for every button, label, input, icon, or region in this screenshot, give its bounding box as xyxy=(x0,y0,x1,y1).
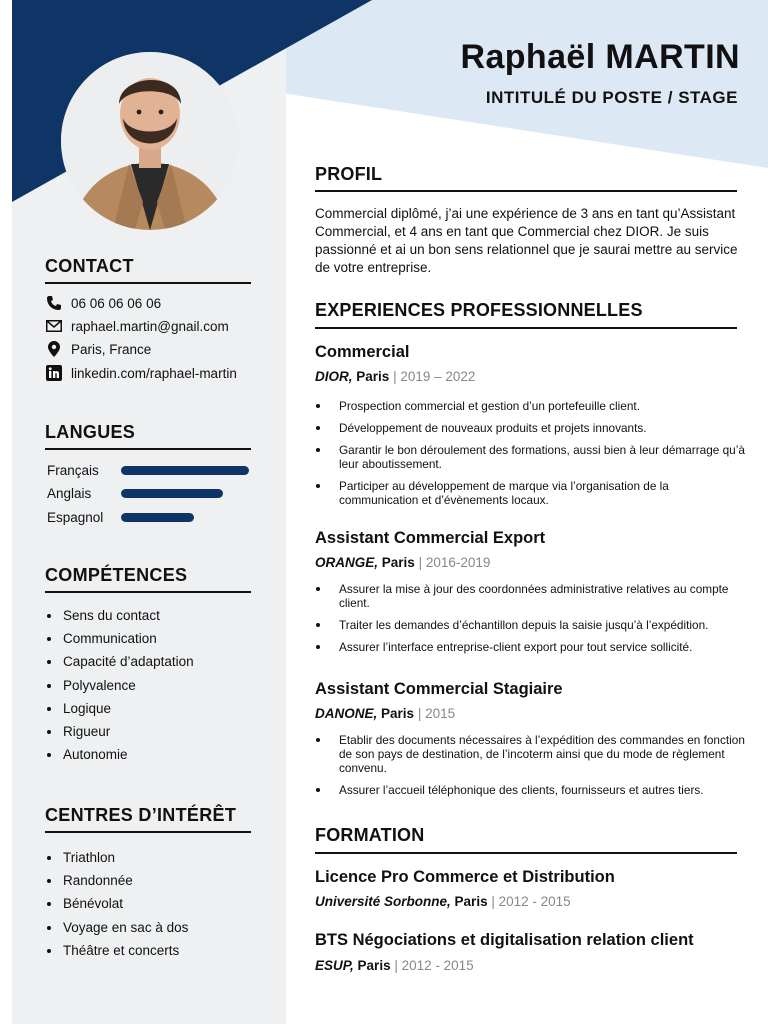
list-item: Prospection commercial et gestion d’un portefeuille client. xyxy=(315,399,745,413)
list-item: Triathlon xyxy=(45,849,188,872)
education-heading: FORMATION xyxy=(315,825,425,845)
degree-title: Licence Pro Commerce et Distribution xyxy=(315,868,615,886)
job-bullets xyxy=(315,399,745,515)
list-item: Bénévolat xyxy=(45,895,188,918)
degree-city: Paris xyxy=(357,958,391,973)
list-item: Assurer la mise à jour des coordonnées administrative relatives au compte client. xyxy=(315,582,745,610)
degree-meta xyxy=(315,894,571,909)
candidate-name: Raphaël MARTIN xyxy=(460,38,740,76)
contact-location-text: Paris, France xyxy=(71,341,152,357)
degree-dates: | 2012 - 2015 xyxy=(491,894,571,909)
degree-school: ESUP, xyxy=(315,958,354,973)
language-label: Français xyxy=(47,462,99,478)
job-company: DANONE, xyxy=(315,706,378,721)
contact-phone-text: 06 06 06 06 06 xyxy=(71,295,162,311)
job-city: Paris xyxy=(356,369,390,384)
interests-heading: CENTRES D’INTÉRÊT xyxy=(45,805,237,825)
degree-title: BTS Négociations et digitalisation relation client xyxy=(315,931,694,949)
job-dates: | 2015 xyxy=(417,706,456,721)
profile-text: Commercial diplômé, j’ai une expérience de 3 ans en tant qu’Assistant Commercial, et 4 ans en tant que Commercial chez DIOR. Je suis passionné et ai un bon sens relationnel que je saurai mettre au service de votre entreprise. xyxy=(315,206,738,275)
list-item: Développement de nouveaux produits et projets innovants. xyxy=(315,421,745,435)
job-city: Paris xyxy=(381,555,415,570)
degree-dates: | 2012 - 2015 xyxy=(394,958,474,973)
education-rule xyxy=(315,852,737,854)
contact-email-text: raphael.martin@gnail.com xyxy=(71,318,229,334)
list-item: Logique xyxy=(45,700,194,723)
job-company: ORANGE, xyxy=(315,555,379,570)
list-item: Etablir des documents nécessaires à l’expédition des commandes en fonction de son pays de destination, de l’incoterm ainsi que du mode de règlement convenu. xyxy=(315,733,745,775)
experience-rule xyxy=(315,327,737,329)
degree-school: Université Sorbonne, xyxy=(315,894,451,909)
job-city: Paris xyxy=(381,706,415,721)
job-title: Assistant Commercial Stagiaire xyxy=(315,680,563,698)
list-item: Participer au développement de marque via l’organisation de la communication et d’évènements locaux. xyxy=(315,479,745,507)
job-title: Commercial xyxy=(315,343,410,361)
profile-rule xyxy=(315,190,737,192)
job-dates: | 2016-2019 xyxy=(418,555,491,570)
list-item: Randonnée xyxy=(45,872,188,895)
list-item: Théâtre et concerts xyxy=(45,942,188,965)
job-meta xyxy=(315,706,455,721)
languages-heading: LANGUES xyxy=(45,422,136,442)
target-job-title: INTITULÉ DU POSTE / STAGE xyxy=(485,88,738,107)
skills-heading: COMPÉTENCES xyxy=(45,565,188,585)
list-item: Voyage en sac à dos xyxy=(45,919,188,942)
list-item: Autonomie xyxy=(45,746,194,769)
job-title: Assistant Commercial Export xyxy=(315,529,546,547)
list-item: Sens du contact xyxy=(45,607,194,630)
job-dates: | 2019 – 2022 xyxy=(393,369,476,384)
list-item: Polyvalence xyxy=(45,677,194,700)
degree-city: Paris xyxy=(454,894,488,909)
job-meta xyxy=(315,555,490,570)
job-bullets xyxy=(315,733,745,805)
contact-heading: CONTACT xyxy=(45,256,134,276)
profile-heading: PROFIL xyxy=(315,164,383,184)
list-item: Rigueur xyxy=(45,723,194,746)
language-label: Anglais xyxy=(47,485,92,501)
language-label: Espagnol xyxy=(47,509,104,525)
list-item: Communication xyxy=(45,630,194,653)
list-item: Assurer l’interface entreprise-client export pour tout service sollicité. xyxy=(315,640,745,654)
list-item: Capacité d’adaptation xyxy=(45,653,194,676)
job-meta xyxy=(315,369,475,384)
degree-meta xyxy=(315,958,474,973)
list-item: Traiter les demandes d’échantillon depuis la saisie jusqu’à l’expédition. xyxy=(315,618,745,632)
list-item: Garantir le bon déroulement des formations, aussi bien à leur démarrage qu’à leur aboutissement. xyxy=(315,443,745,471)
job-company: DIOR, xyxy=(315,369,353,384)
list-item: Assurer l’accueil téléphonique des clients, fournisseurs et autres tiers. xyxy=(315,783,745,797)
contact-linkedin-text: linkedin.com/raphael-martin xyxy=(71,365,237,381)
experience-heading: EXPERIENCES PROFESSIONNELLES xyxy=(315,300,643,320)
job-bullets xyxy=(315,582,745,662)
